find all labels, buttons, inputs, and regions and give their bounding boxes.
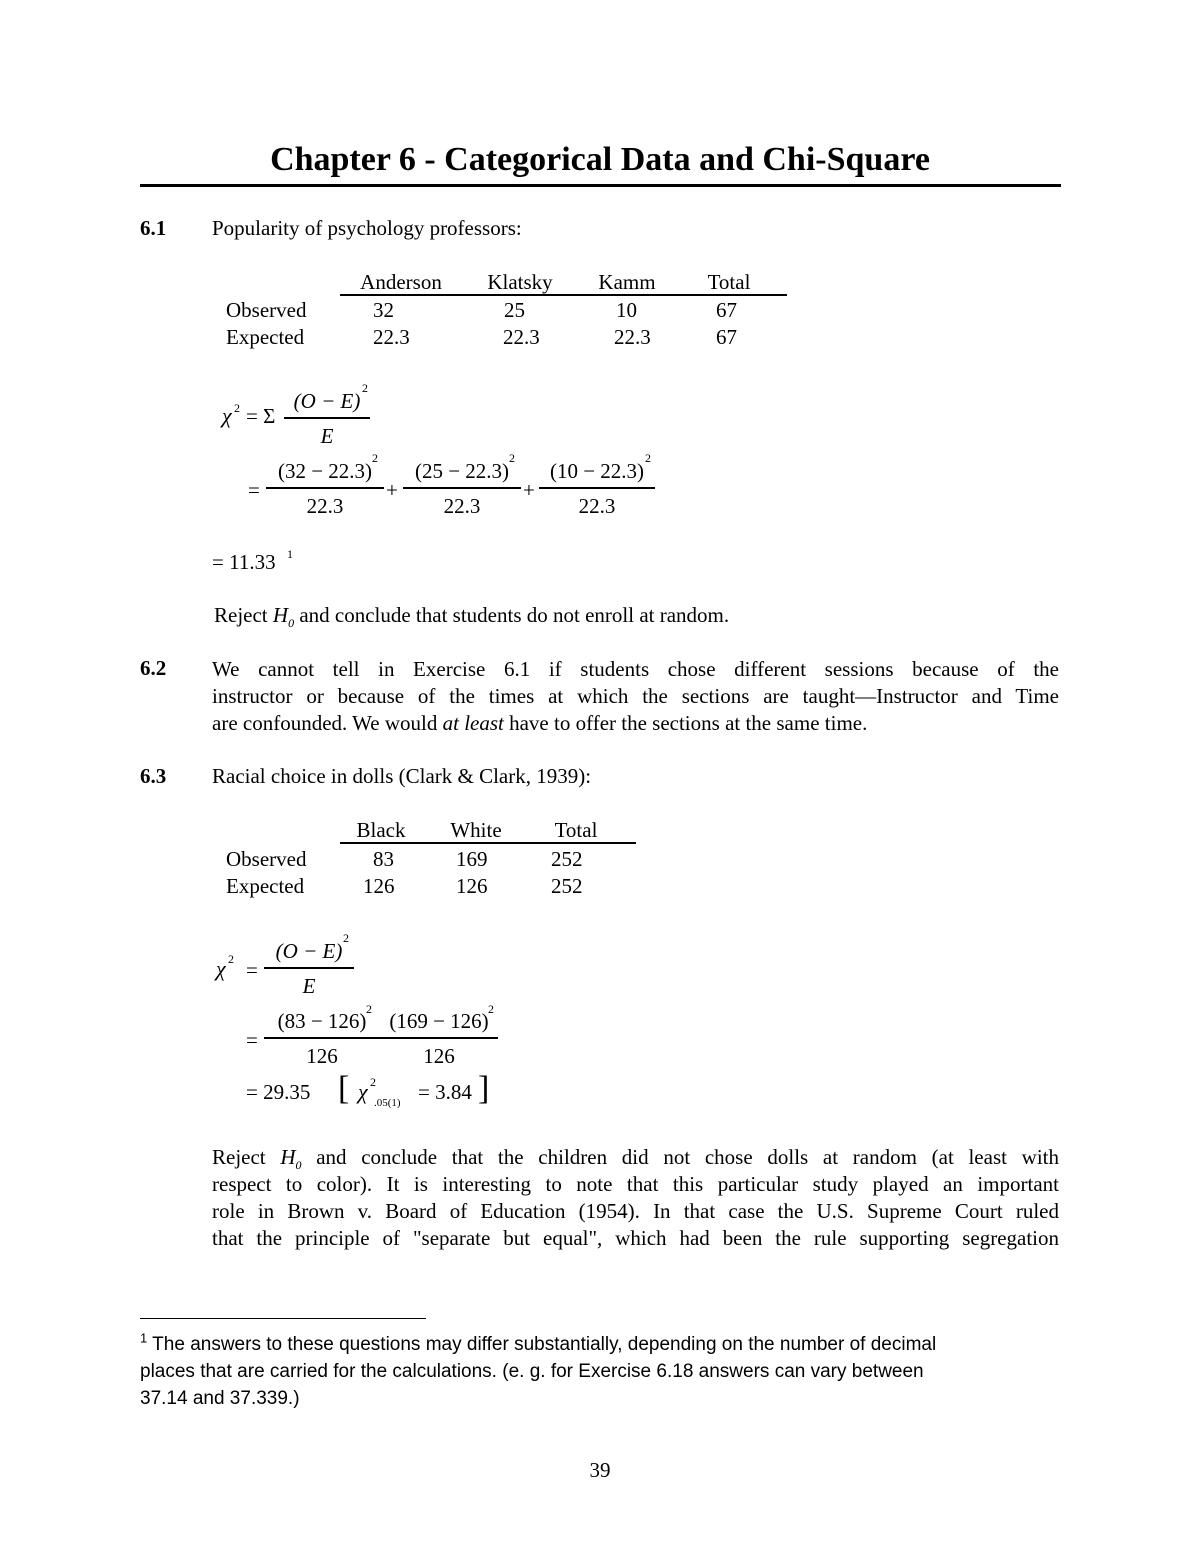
superscript: 2 — [343, 931, 349, 945]
exercise-number-6-3: 6.3 — [140, 764, 167, 788]
title-rule — [140, 184, 1061, 187]
superscript: 2 — [366, 1002, 372, 1016]
equals-sigma: = Σ — [246, 404, 276, 428]
conclusion-6-1 — [214, 603, 730, 631]
table-cell: 22.3 — [614, 325, 651, 349]
text-line: instructor or because of the times at which the sections are taught—Instructor and Time — [212, 684, 1059, 708]
footnote-rule — [140, 1318, 426, 1319]
fraction-bar — [264, 967, 354, 969]
superscript: 2 — [488, 1002, 494, 1016]
fraction-numerator: (O − E) — [275, 939, 343, 963]
superscript: 2 — [362, 381, 368, 395]
table-cell: 22.3 — [373, 325, 410, 349]
superscript: 2 — [372, 451, 378, 465]
col-header-klatsky: Klatsky — [487, 270, 553, 294]
fraction-numerator: (32 − 22.3) — [277, 459, 373, 483]
h-symbol: H — [280, 1145, 296, 1169]
critical-subscript: .05(1) — [374, 1097, 401, 1109]
row-label-observed: Observed — [226, 847, 307, 871]
h-subscript: 0 — [295, 1158, 302, 1173]
plus-sign: + — [386, 478, 398, 502]
table-cell: 252 — [551, 847, 583, 871]
page-number: 39 — [589, 1458, 611, 1482]
fraction-denominator: E — [320, 423, 334, 448]
text-line: 37.14 and 37.339.) — [140, 1388, 300, 1409]
table-header-rule — [340, 842, 636, 844]
conclusion-text: Reject — [214, 603, 268, 627]
chi-symbol: χ — [216, 956, 226, 981]
chapter-title: Chapter 6 - Categorical Data and Chi-Square — [270, 141, 930, 178]
col-header-total: Total — [707, 270, 751, 294]
fraction — [264, 1008, 380, 1069]
chi-symbol: χ — [222, 403, 232, 428]
row-label-expected: Expected — [226, 874, 305, 898]
table-cell: 126 — [456, 874, 488, 898]
fraction-denominator: E — [302, 973, 316, 998]
fraction-numerator: (O − E) — [293, 389, 361, 413]
footnote — [140, 1331, 1060, 1412]
fraction-bar — [380, 1037, 498, 1039]
text-fragment: have to offer the sections at the same time. — [509, 711, 868, 735]
result-6-1: = 11.33 — [212, 550, 276, 574]
col-header-white: White — [450, 818, 502, 842]
emphasis-text: at least — [442, 711, 504, 735]
left-bracket: [ — [338, 1070, 350, 1107]
fraction-bar — [403, 487, 521, 489]
fraction — [380, 1008, 498, 1069]
fraction-bar — [264, 1037, 380, 1039]
exercise-heading-6-1: Popularity of psychology professors: — [212, 216, 522, 240]
superscript: 2 — [234, 401, 240, 415]
exercise-number-6-1: 6.1 — [140, 216, 167, 240]
table-cell: 22.3 — [503, 325, 540, 349]
text-fragment: The answers to these questions may differ substantially, depending on the number of decimal — [152, 1334, 937, 1355]
table-cell: 83 — [373, 847, 394, 871]
text-line: places that are carried for the calculations. (e. g. for Exercise 6.18 answers can vary between — [140, 1361, 924, 1382]
text-line: role in Brown v. Board of Education (1954). In that case the U.S. Supreme Court ruled — [212, 1199, 1059, 1223]
table-cell: 25 — [504, 298, 525, 322]
conclusion-text: and conclude that students do not enroll at random. — [299, 603, 730, 627]
row-label-expected: Expected — [226, 325, 305, 349]
fraction-denominator: 126 — [306, 1043, 338, 1068]
text-line — [140, 1331, 1060, 1358]
exercise-text-6-2 — [212, 656, 1059, 737]
equals-sign: = — [246, 1028, 258, 1052]
superscript: 2 — [228, 952, 234, 966]
text-fragment: Reject — [212, 1145, 266, 1169]
equals-sign: = — [248, 478, 260, 502]
row-label-observed: Observed — [226, 298, 307, 322]
col-header-total: Total — [554, 818, 598, 842]
h-subscript: 0 — [288, 616, 295, 631]
table-cell: 10 — [616, 298, 637, 322]
fraction-numerator: (10 − 22.3) — [549, 459, 645, 483]
exercise-number-6-2: 6.2 — [140, 656, 167, 680]
fraction-denominator: 126 — [423, 1043, 455, 1068]
text-line — [212, 1144, 1059, 1171]
plus-sign: + — [523, 478, 535, 502]
table-cell: 67 — [716, 298, 737, 322]
table-cell: 126 — [363, 874, 395, 898]
exercise-heading-6-3: Racial choice in dolls (Clark & Clark, 1939): — [212, 764, 592, 788]
col-header-kamm: Kamm — [598, 270, 656, 294]
superscript: 2 — [370, 1075, 376, 1089]
col-header-black: Black — [356, 818, 406, 842]
fraction — [403, 458, 521, 519]
fraction — [266, 458, 384, 519]
text-line — [212, 710, 1059, 737]
fraction-bar — [266, 487, 384, 489]
text-line: We cannot tell in Exercise 6.1 if students chose different sessions because of the — [212, 657, 1059, 681]
text-line: that the principle of "separate but equal", which had been the rule supporting segregation — [212, 1226, 1059, 1250]
fraction-denominator: 22.3 — [306, 493, 344, 518]
table-header-rule — [340, 294, 787, 296]
text-fragment: and conclude that the children did not chose dolls at random (at least with — [316, 1145, 1059, 1169]
fraction — [539, 458, 655, 519]
fraction-numerator: (25 − 22.3) — [414, 459, 510, 483]
fraction-numerator: (169 − 126) — [389, 1009, 489, 1033]
text-line: respect to color). It is interesting to note that this particular study played an important — [212, 1172, 1059, 1196]
h-symbol: H — [272, 603, 289, 627]
text-fragment: are confounded. We would — [212, 711, 438, 735]
result-6-3: = 29.35 — [246, 1080, 311, 1104]
table-cell: 169 — [456, 847, 488, 871]
conclusion-6-3 — [212, 1144, 1059, 1252]
superscript: 2 — [509, 451, 515, 465]
right-bracket: ] — [478, 1070, 490, 1107]
fraction — [284, 388, 370, 449]
fraction-numerator: (83 − 126) — [277, 1009, 367, 1033]
footnote-mark: 1 — [140, 1330, 148, 1346]
col-header-anderson: Anderson — [360, 270, 442, 294]
fraction-bar — [539, 487, 655, 489]
chi-symbol: χ — [358, 1079, 368, 1104]
fraction-denominator: 22.3 — [443, 493, 481, 518]
equals-sign: = — [246, 958, 258, 982]
table-cell: 252 — [551, 874, 583, 898]
fraction-bar — [284, 417, 370, 419]
fraction — [264, 938, 354, 999]
critical-value: = 3.84 — [418, 1080, 472, 1104]
table-cell: 32 — [373, 298, 394, 322]
table-cell: 67 — [716, 325, 737, 349]
footnote-reference: 1 — [287, 547, 293, 561]
superscript: 2 — [645, 451, 651, 465]
fraction-denominator: 22.3 — [578, 493, 616, 518]
